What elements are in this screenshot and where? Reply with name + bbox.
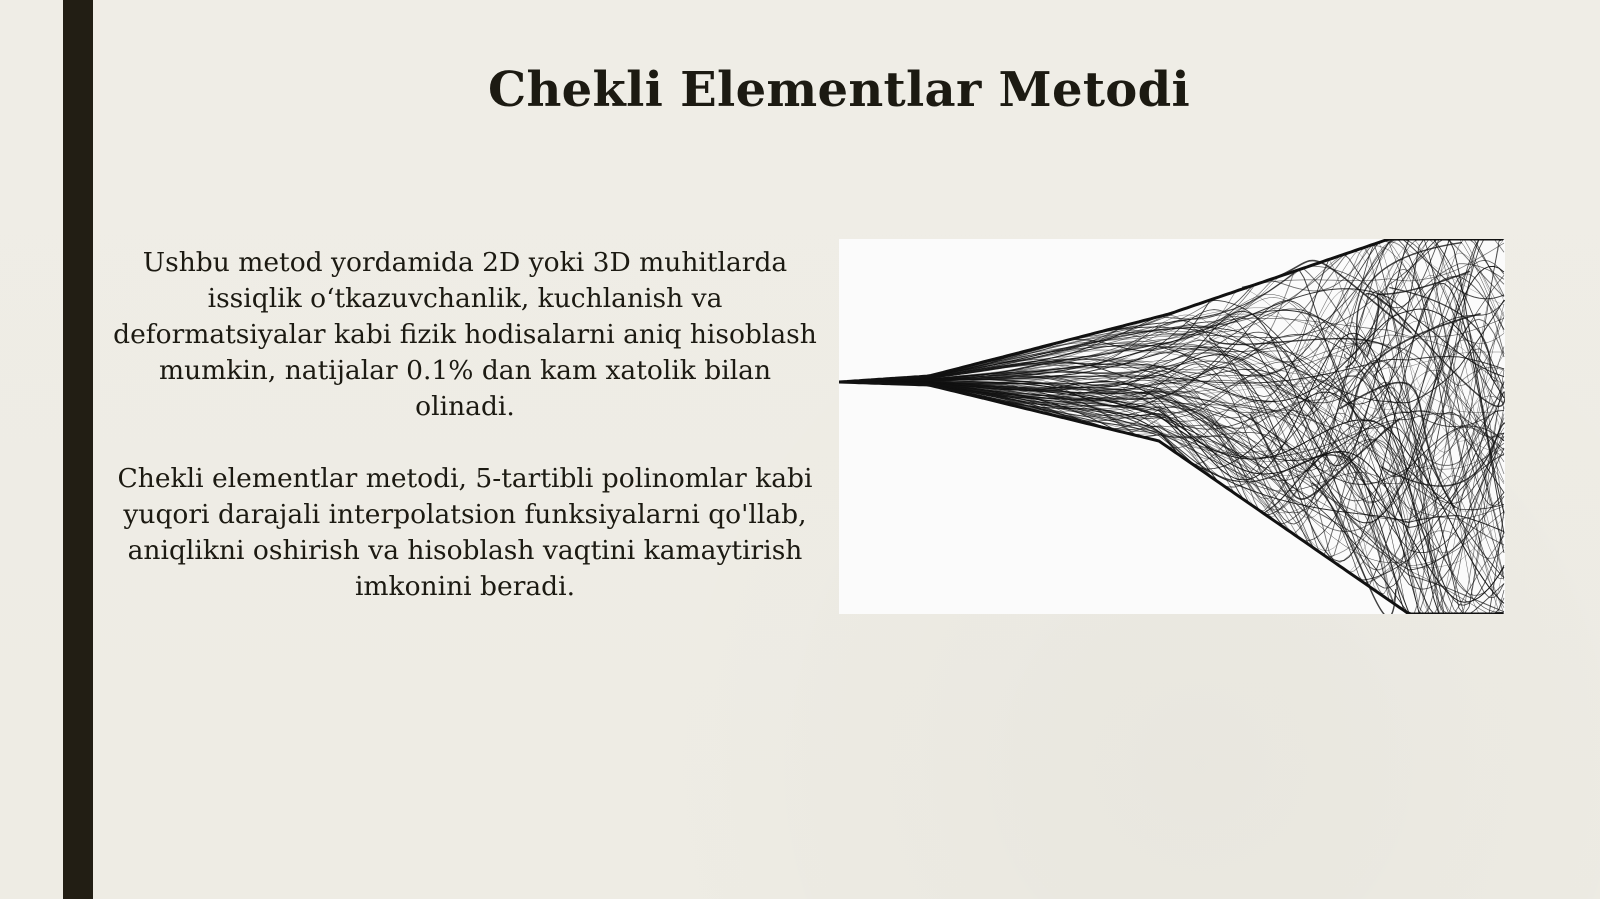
paragraph-2: Chekli elementlar metodi, 5-tartibli polinomlar kabi yuqori darajali interpolatsion funksiyalarni qo'llab, aniqlikni oshirish va hisoblash vaqtini kamaytirish imkonini beradi. <box>117 463 813 602</box>
accent-bar <box>63 0 93 899</box>
paragraph-1: Ushbu metod yordamida 2D yoki 3D muhitlarda issiqlik o‘tkazuvchanlik, kuchlanish va deformatsiyalar kabi fizik hodisalarni aniq hisoblash mumkin, natijalar 0.1% dan kam xatolik bilan olinadi. <box>113 247 817 422</box>
trajectory-figure <box>839 239 1505 614</box>
trajectory-illustration-icon <box>839 239 1505 614</box>
slide-title: Chekli Elementlar Metodi <box>487 62 1191 118</box>
body-text <box>112 245 818 605</box>
